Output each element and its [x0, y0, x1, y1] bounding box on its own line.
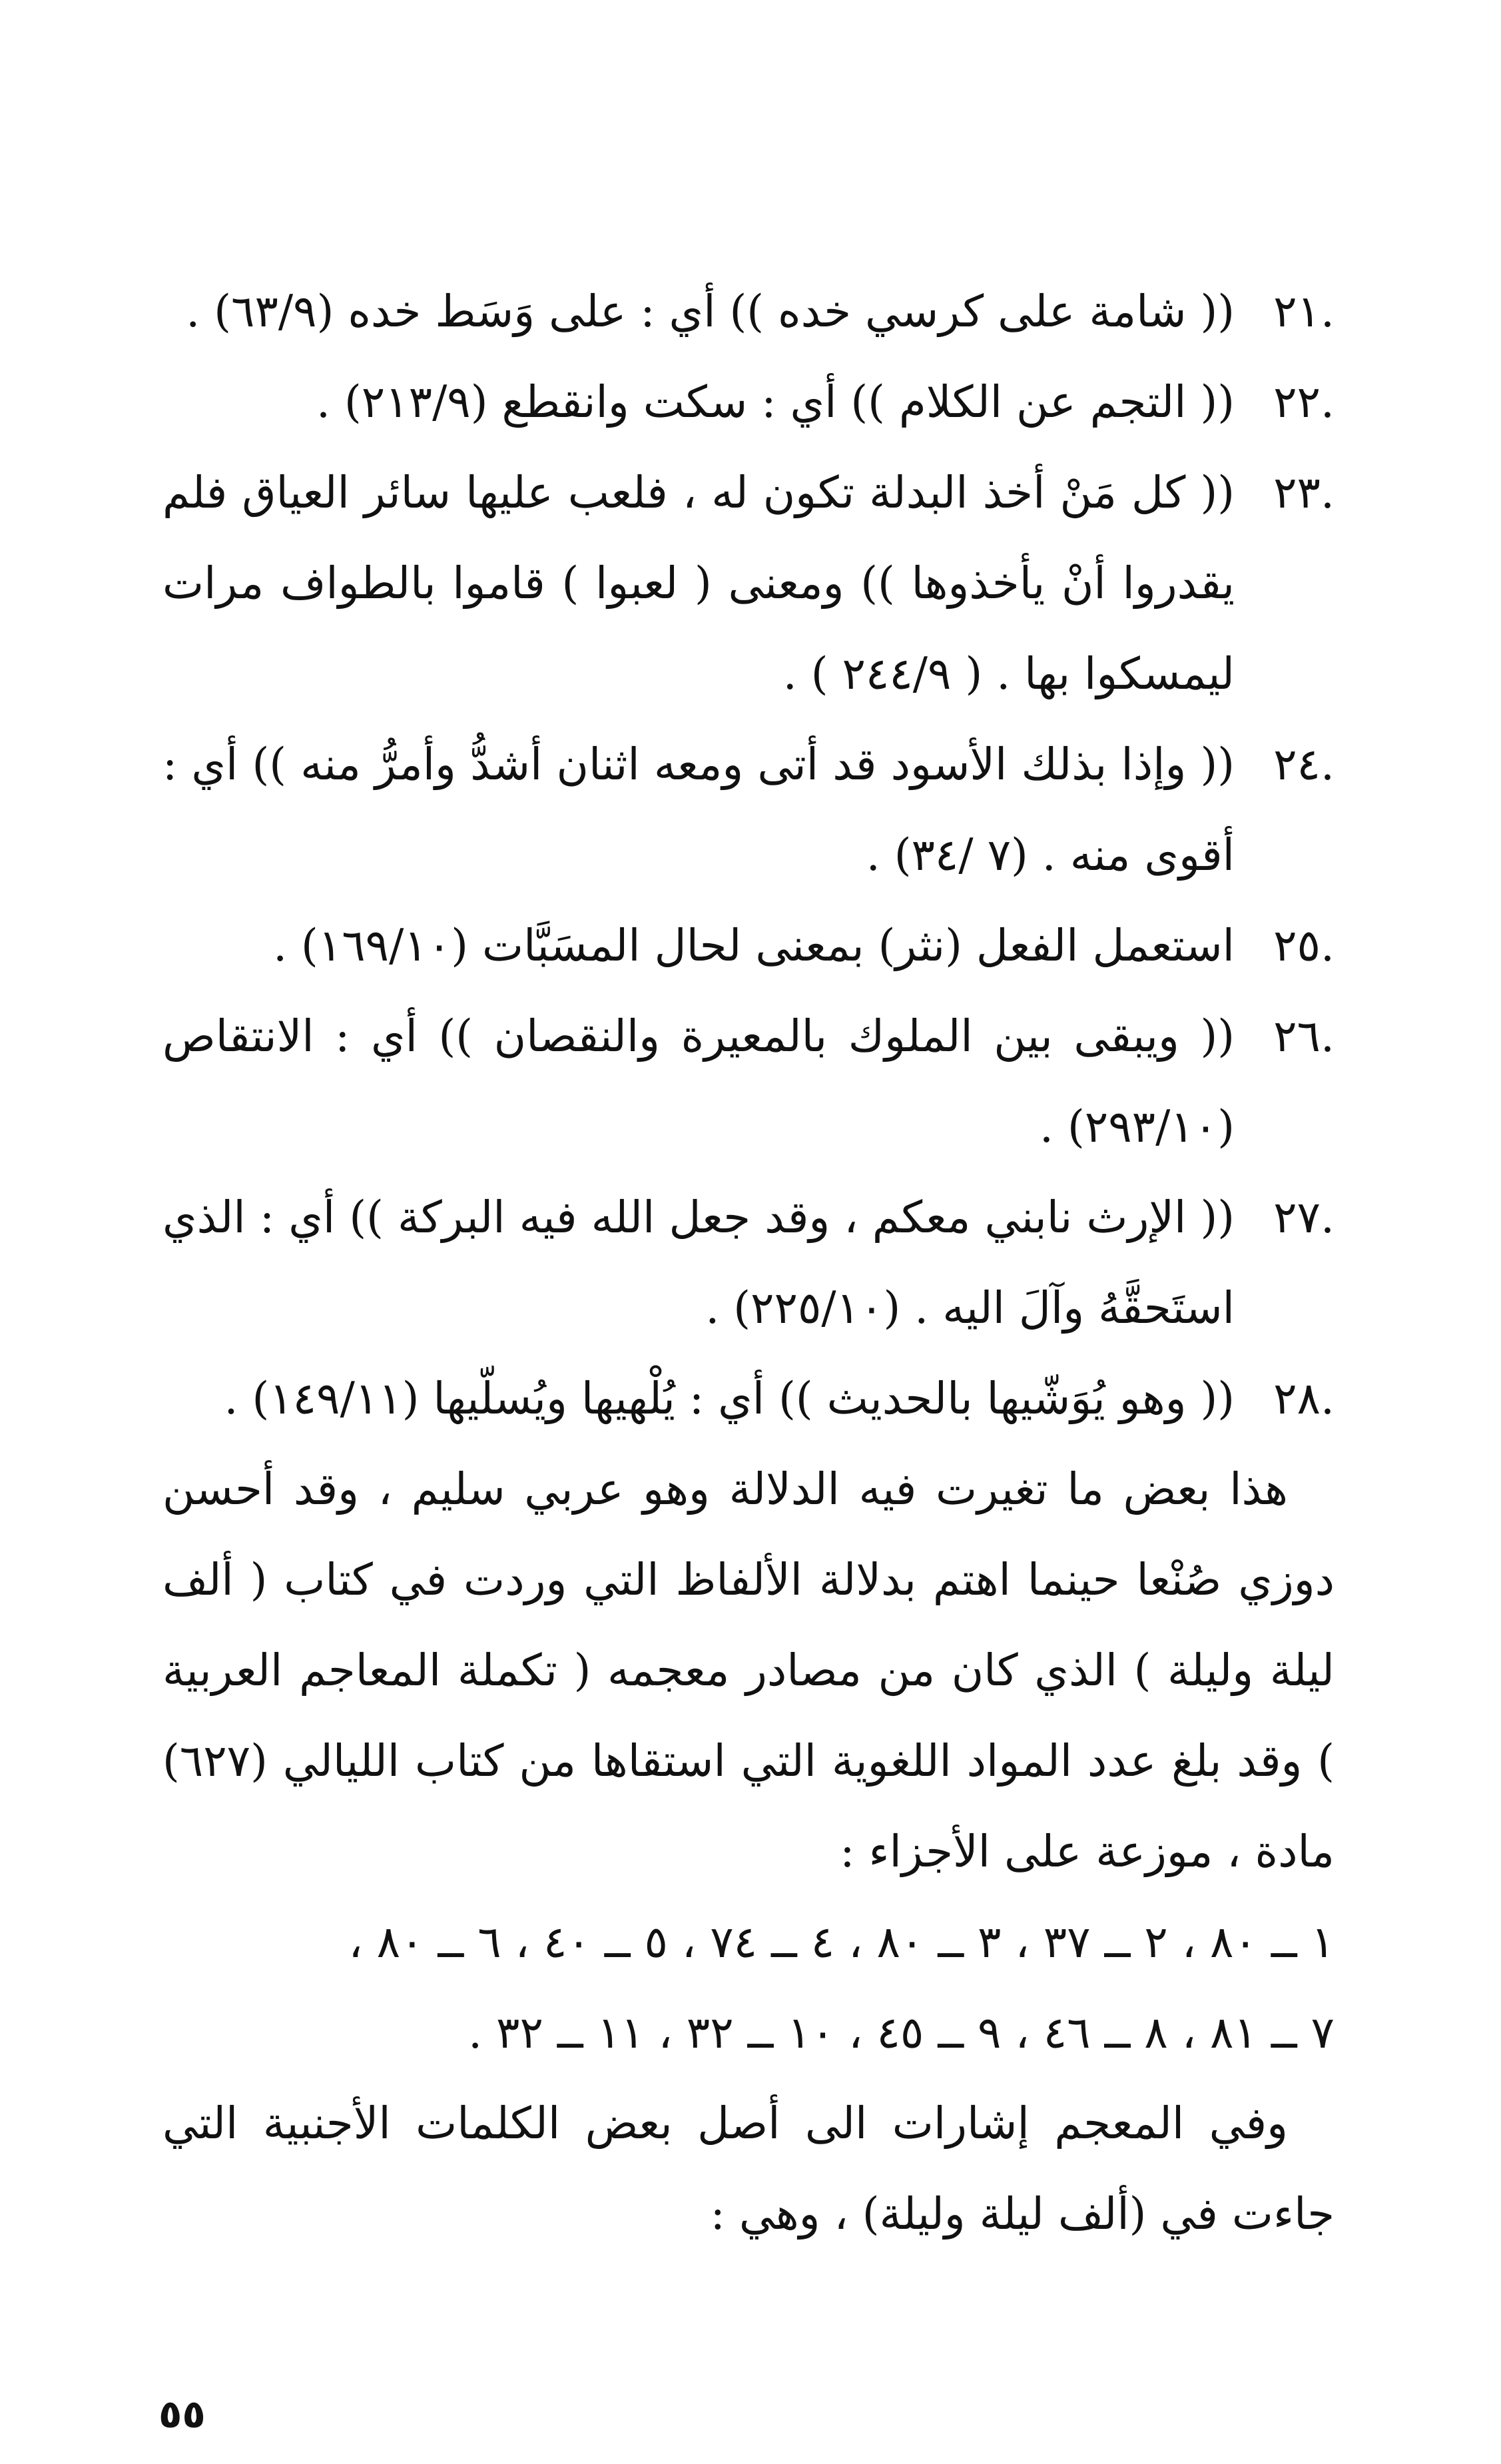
distribution-line: ١ ــ ٨٠ ، ٢ ــ ٣٧ ، ٣ ــ ٨٠ ، ٤ ــ ٧٤ ، ٥ ــ ٤٠ ، ٦ ــ ٨٠ ،: [348, 1916, 1335, 1968]
item-text: (( وإذا بذلك الأسود قد أتى ومعه اثنان أشدُّ وأمرُّ منه )) أي : أقوى منه . (٧ /٣٤) .: [162, 739, 1235, 881]
item-text: (( الإرث نابني معكم ، وقد جعل الله فيه البركة )) أي : الذي استَحقَّهُ وآلَ اليه . (٢٢٥/١٠) .: [162, 1192, 1235, 1334]
item-text: (( وهو يُوَشّيها بالحديث )) أي : يُلْهيها ويُسلّيها (١٤٩/١١) .: [224, 1373, 1235, 1424]
item-text: استعمل الفعل (نثر) بمعنى لحال المسَبَّات (١٦٩/١٠) .: [273, 920, 1235, 971]
list-item: [162, 448, 1335, 719]
body-paragraph: وفي المعجم إشارات الى أصل بعض الكلمات الأجنبية التي جاءت في (ألف ليلة وليلة) ، وهي :: [162, 2098, 1335, 2240]
item-number: .٢٣: [1273, 467, 1335, 518]
item-number: .٢٢: [1273, 376, 1335, 428]
item-text: (( التجم عن الكلام )) أي : سكت وانقطع (٢١٣/٩) .: [316, 376, 1235, 428]
item-text: (( شامة على كرسي خده )) أي : على وَسَط خده (٦٣/٩) .: [186, 286, 1235, 337]
page-number: ٥٥: [158, 2391, 206, 2437]
body-paragraph: هذا بعض ما تغيرت فيه الدلالة وهو عربي سليم ، وقد أحسن دوزي صُنْعا حينما اهتم بدلالة الألفاظ التي وردت في كتاب ( ألف ليلة وليلة ) الذي كان من مصادر معجمه ( تكملة المعاجم العربية ) وقد بلغ عدد المواد اللغوية التي استقاها من كتاب الليالي (٦٢٧) مادة ، موزعة على الأجزاء :: [162, 1463, 1335, 1877]
item-number: .٢٧: [1273, 1192, 1335, 1243]
item-text: (( كل مَنْ أخذ البدلة تكون له ، فلعب عليها سائر العياق فلم يقدروا أنْ يأخذوها )) ومعنى ( لعبوا ) قاموا بالطواف مرات ليمسكوا بها . ( ٢٤٤/٩ ) .: [162, 467, 1235, 699]
item-number: .٢٨: [1273, 1373, 1335, 1424]
distribution-line: ٧ ــ ٨١ ، ٨ ــ ٤٦ ، ٩ ــ ٤٥ ، ١٠ ــ ٣٢ ، ١١ ــ ٣٢ .: [468, 2007, 1335, 2058]
list-item: [162, 357, 1335, 448]
item-number: .٢١: [1273, 286, 1335, 337]
item-text: (( ويبقى بين الملوك بالمعيرة والنقصان )) أي : الانتقاص (٢٩٣/١٠) .: [162, 1011, 1235, 1152]
item-number: .٢٤: [1273, 739, 1335, 790]
list-item: [162, 266, 1335, 357]
list-item: [162, 901, 1335, 991]
item-number: .٢٥: [1273, 920, 1335, 971]
list-item: [162, 991, 1335, 1172]
list-item: [162, 1172, 1335, 1354]
list-item: [162, 1354, 1335, 1444]
item-number: .٢٦: [1273, 1011, 1335, 1062]
numbered-list: [162, 266, 1335, 2259]
list-item: [162, 719, 1335, 901]
